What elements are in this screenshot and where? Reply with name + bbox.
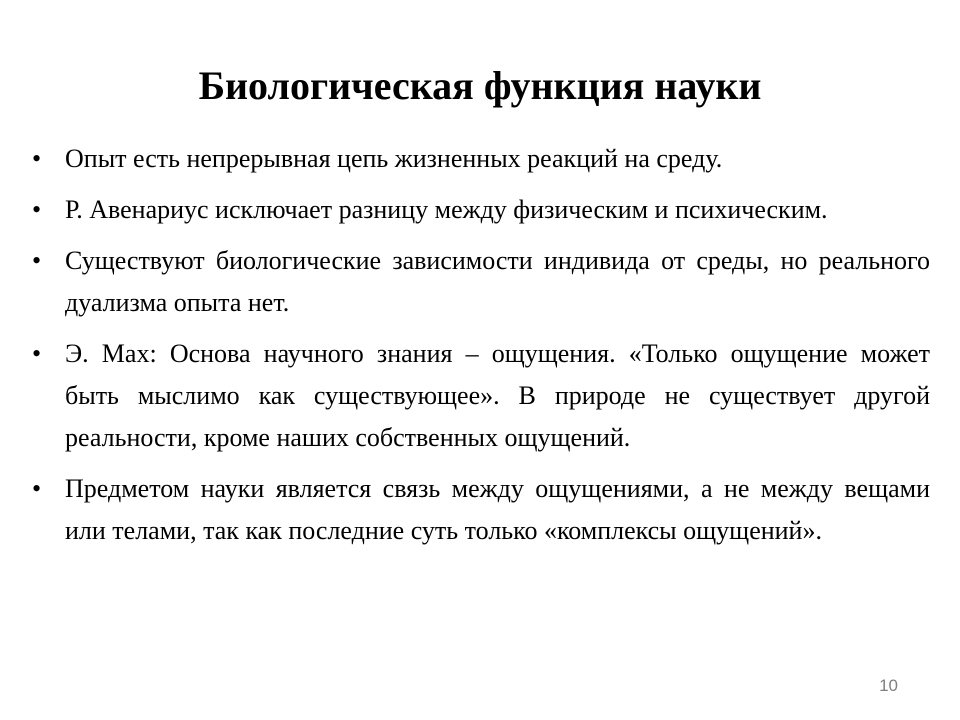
bullet-dot-icon: •	[32, 246, 42, 275]
page-number: 10	[879, 676, 898, 695]
slide-title: Биологическая функция науки	[198, 63, 762, 108]
bullet-text: Э. Мах: Основа научного знания – ощущения. «Только ощущение может быть мыслимо как существующее». В природе не существует другой реальности, кроме наших собственных ощущений.	[65, 339, 930, 452]
bullet-item	[28, 333, 930, 459]
bullet-text: Р. Авенариус исключает разницу между физическим и психическим.	[65, 195, 828, 224]
bullet-dot-icon: •	[32, 144, 42, 173]
bullet-item	[28, 240, 930, 324]
bullet-item	[28, 468, 930, 552]
bullet-text: Опыт есть непрерывная цепь жизненных реакций на среду.	[65, 144, 723, 173]
bullet-text: Существуют биологические зависимости индивида от среды, но реального дуализма опыта нет.	[65, 246, 930, 317]
bullet-dot-icon: •	[32, 474, 42, 503]
bullet-item	[28, 189, 930, 231]
bullet-text: Предметом науки является связь между ощущениями, а не между вещами или телами, так как последние суть только «комплексы ощущений».	[65, 474, 930, 545]
bullet-list	[28, 138, 930, 561]
bullet-item	[28, 138, 930, 180]
bullet-dot-icon: •	[32, 339, 42, 368]
bullet-dot-icon: •	[32, 195, 42, 224]
